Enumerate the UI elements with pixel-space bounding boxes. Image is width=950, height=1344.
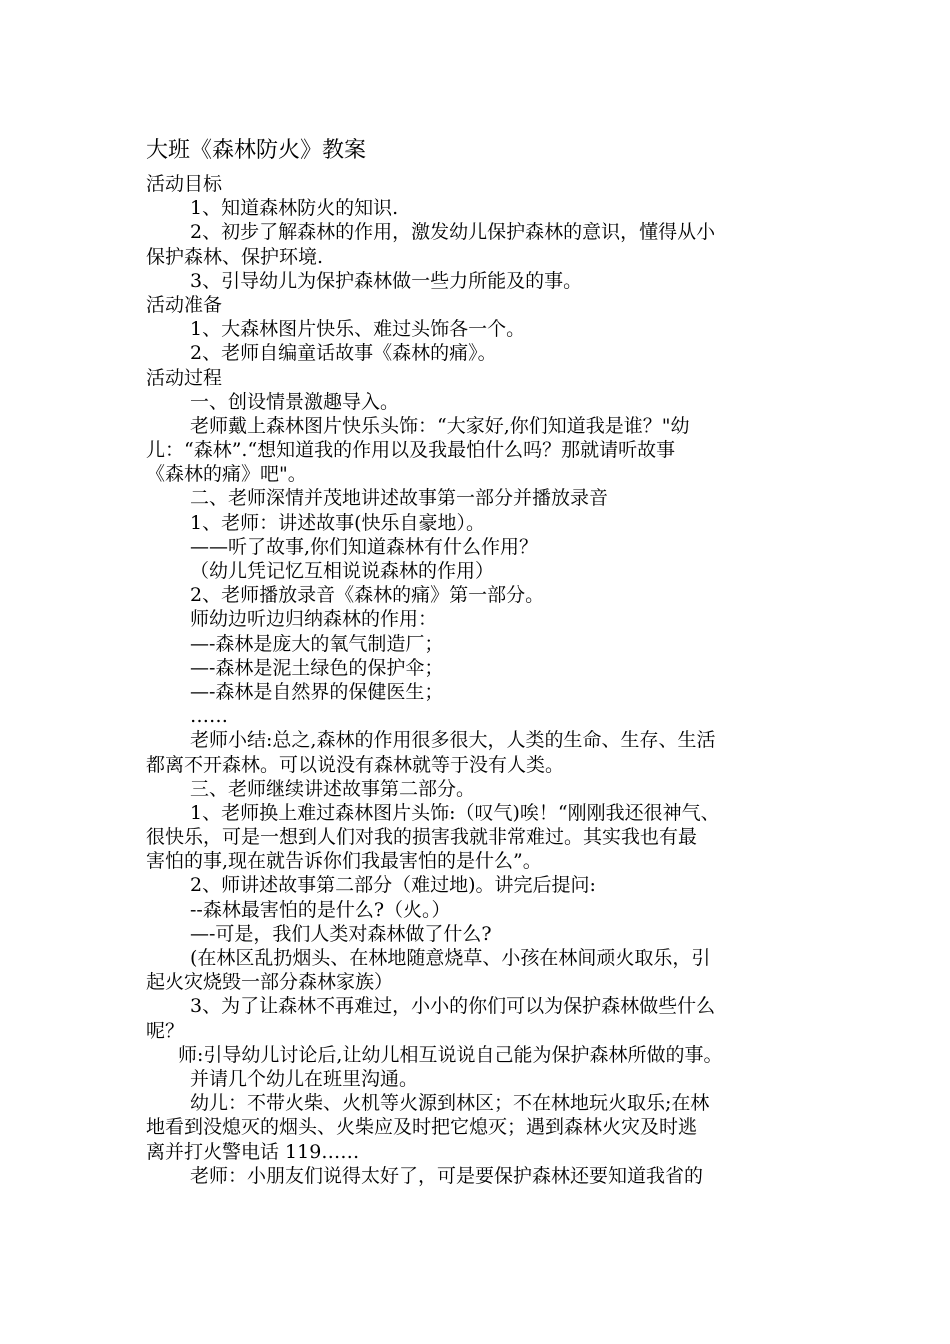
text-line: —-森林是庞大的氧气制造厂； — [190, 632, 444, 655]
text-line: —-可是，我们人类对森林做了什么? — [190, 922, 492, 945]
text-line: 儿：“森林”.“想知道我的作用以及我最怕什么吗？那就请听故事 — [146, 439, 676, 462]
text-line: (在林区乱扔烟头、在林地随意烧草、小孩在林间顽火取乐，引 — [190, 947, 711, 969]
text-line: 1、知道森林防火的知识. — [190, 197, 399, 220]
text-line: 二、老师深情并茂地讲述故事第一部分并播放录音 — [190, 487, 609, 510]
text-line: 离并打火警电话 119…… — [146, 1140, 360, 1163]
text-line: 害怕的事,现在就告诉你们我最害怕的是什么”。 — [146, 850, 542, 873]
text-line: 《森林的痛》吧"。 — [146, 463, 307, 486]
text-line: 2、老师自编童话故事《森林的痛》。 — [190, 342, 497, 365]
document-title: 大班《森林防火》教案 — [146, 138, 367, 163]
text-line: 三、老师继续讲述故事第二部分。 — [190, 777, 476, 800]
text-line: 保护森林、保护环境. — [146, 245, 324, 268]
section-heading-process: 活动过程 — [146, 366, 223, 389]
text-line: 呢？ — [146, 1019, 185, 1042]
text-line: 老师戴上森林图片快乐头饰：“大家好,你们知道我是谁？"幼 — [190, 414, 690, 437]
text-line: 幼儿：不带火柴、火机等火源到林区；不在林地玩火取乐;在林 — [190, 1092, 710, 1115]
text-line: 3、引导幼儿为保护森林做一些力所能及的事。 — [190, 269, 583, 292]
text-line: 师幼边听边归纳森林的作用： — [190, 608, 438, 631]
text-line: 很快乐，可是一想到人们对我的损害我就非常难过。其实我也有最 — [146, 826, 698, 849]
text-line: --森林最害怕的是什么?（火。） — [190, 898, 451, 921]
text-line: ——听了故事,你们知道森林有什么作用？ — [190, 535, 539, 558]
text-line: 师:引导幼儿讨论后,让幼儿相互说说自己能为保护森林所做的事。 — [178, 1043, 723, 1066]
text-line: —-森林是泥土绿色的保护伞； — [190, 656, 444, 679]
section-heading-goals: 活动目标 — [146, 173, 223, 195]
document-body — [146, 138, 812, 1188]
text-line: 2、老师播放录音《森林的痛》第一部分。 — [190, 584, 545, 607]
text-line: 2、初步了解森林的作用，激发幼儿保护森林的意识，懂得从小 — [190, 221, 716, 244]
text-line: 并请几个幼儿在班里沟通。 — [190, 1067, 419, 1090]
text-line: 2、师讲述故事第二部分（难过地)。讲完后提问: — [190, 874, 596, 897]
text-line: 地看到没熄灭的烟头、火柴应及时把它熄灭；遇到森林火灾及时逃 — [146, 1116, 698, 1139]
text-line: 老师小结:总之,森林的作用很多很大，人类的生命、生存、生活 — [190, 729, 716, 752]
text-line: 3、为了让森林不再难过，小小的你们可以为保护森林做些什么 — [190, 995, 716, 1018]
text-line: 1、老师换上难过森林图片头饰:（叹气)唉！“刚刚我还很神气、 — [190, 801, 720, 824]
text-line: 都离不开森林。可以说没有森林就等于没有人类。 — [146, 753, 565, 776]
text-line: 老师：小朋友们说得太好了，可是要保护森林还要知道我省的 — [190, 1164, 704, 1187]
text-line: …… — [190, 705, 228, 728]
text-line: 1、大森林图片快乐、难过头饰各一个。 — [190, 318, 526, 341]
text-line: （幼儿凭记忆互相说说森林的作用） — [190, 560, 495, 582]
section-heading-preparation: 活动准备 — [146, 293, 223, 316]
text-line: 起火灾烧毁一部分森林家族） — [146, 971, 394, 994]
text-line: —-森林是自然界的保健医生； — [190, 680, 444, 703]
text-line: 一、创设情景激趣导入。 — [190, 390, 400, 413]
text-line: 1、老师：讲述故事(快乐自豪地）。 — [190, 511, 486, 534]
